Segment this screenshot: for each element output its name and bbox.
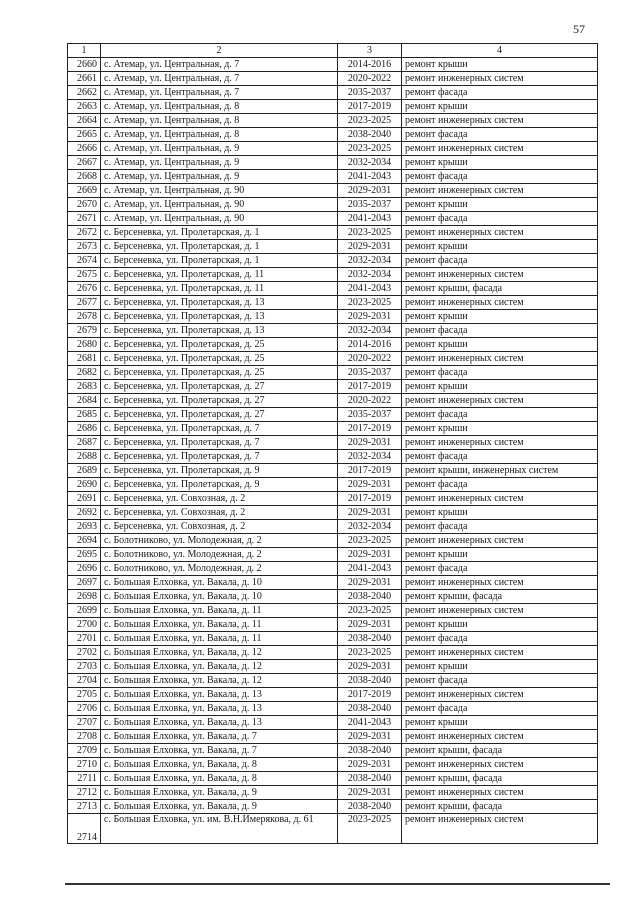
address-cell: с. Большая Елховка, ул. Вакала, д. 13: [101, 716, 338, 730]
address-cell: с. Большая Елховка, ул. Вакала, д. 9: [101, 786, 338, 800]
address-cell: с. Атемар, ул. Центральная, д. 7: [101, 86, 338, 100]
period-cell: 2020-2022: [338, 72, 402, 86]
address-cell: с. Берсеневка, ул. Пролетарская, д. 11: [101, 282, 338, 296]
work-type-cell: ремонт фасада: [402, 170, 598, 184]
row-number-cell: 2664: [68, 114, 101, 128]
table-row: [68, 464, 598, 478]
period-cell: 2029-2031: [338, 730, 402, 744]
table-row: [68, 744, 598, 758]
row-number-cell: 2689: [68, 464, 101, 478]
table-row: [68, 212, 598, 226]
period-cell: 2014-2016: [338, 338, 402, 352]
column-header-address: 2: [101, 44, 338, 58]
period-cell: 2041-2043: [338, 716, 402, 730]
table-row: [68, 506, 598, 520]
work-type-cell: ремонт крыши: [402, 100, 598, 114]
table-row: [68, 562, 598, 576]
address-cell: с. Большая Елховка, ул. Вакала, д. 11: [101, 618, 338, 632]
period-cell: 2020-2022: [338, 394, 402, 408]
row-number-cell: 2661: [68, 72, 101, 86]
table-row: [68, 156, 598, 170]
address-cell: с. Атемар, ул. Центральная, д. 90: [101, 184, 338, 198]
period-cell: 2017-2019: [338, 422, 402, 436]
work-type-cell: ремонт инженерных систем: [402, 576, 598, 590]
work-type-cell: ремонт фасада: [402, 86, 598, 100]
period-cell: 2017-2019: [338, 492, 402, 506]
row-number-cell: 2686: [68, 422, 101, 436]
work-type-cell: ремонт крыши: [402, 310, 598, 324]
table-row: [68, 716, 598, 730]
address-cell: с. Большая Елховка, ул. Вакала, д. 12: [101, 646, 338, 660]
row-number-cell: 2676: [68, 282, 101, 296]
period-cell: 2032-2034: [338, 450, 402, 464]
column-header-period: 3: [338, 44, 402, 58]
address-cell: с. Атемар, ул. Центральная, д. 90: [101, 198, 338, 212]
address-cell: с. Большая Елховка, ул. Вакала, д. 11: [101, 632, 338, 646]
period-cell: 2029-2031: [338, 576, 402, 590]
period-cell: 2029-2031: [338, 310, 402, 324]
row-number-cell: 2667: [68, 156, 101, 170]
table-row: [68, 240, 598, 254]
table-row: [68, 352, 598, 366]
repair-schedule-table: [67, 43, 598, 844]
period-cell: 2038-2040: [338, 744, 402, 758]
work-type-cell: ремонт крыши: [402, 156, 598, 170]
table-row: [68, 576, 598, 590]
work-type-cell: ремонт инженерных систем: [402, 604, 598, 618]
address-cell: с. Атемар, ул. Центральная, д. 7: [101, 72, 338, 86]
period-cell: 2023-2025: [338, 646, 402, 660]
work-type-cell: ремонт фасада: [402, 324, 598, 338]
period-cell: 2035-2037: [338, 366, 402, 380]
row-number-cell: 2697: [68, 576, 101, 590]
table-row: [68, 436, 598, 450]
row-number-cell: 2674: [68, 254, 101, 268]
row-number-cell: 2696: [68, 562, 101, 576]
period-cell: 2041-2043: [338, 562, 402, 576]
address-cell: с. Берсеневка, ул. Пролетарская, д. 27: [101, 408, 338, 422]
row-number-cell: 2703: [68, 660, 101, 674]
work-type-cell: ремонт крыши: [402, 198, 598, 212]
table-row: [68, 268, 598, 282]
row-number-cell: 2698: [68, 590, 101, 604]
work-type-cell: ремонт фасада: [402, 702, 598, 716]
address-cell: с. Берсеневка, ул. Совхозная, д. 2: [101, 506, 338, 520]
period-cell: 2035-2037: [338, 86, 402, 100]
row-number-cell: 2681: [68, 352, 101, 366]
address-cell: с. Атемар, ул. Центральная, д. 8: [101, 114, 338, 128]
address-cell: с. Берсеневка, ул. Пролетарская, д. 13: [101, 324, 338, 338]
work-type-cell: ремонт инженерных систем: [402, 268, 598, 282]
row-number-cell: 2712: [68, 786, 101, 800]
address-cell: с. Берсеневка, ул. Пролетарская, д. 27: [101, 380, 338, 394]
period-cell: 2017-2019: [338, 380, 402, 394]
period-cell: 2023-2025: [338, 226, 402, 240]
work-type-cell: ремонт фасада: [402, 562, 598, 576]
work-type-cell: ремонт крыши: [402, 716, 598, 730]
row-number-cell: 2682: [68, 366, 101, 380]
work-type-cell: ремонт фасада: [402, 632, 598, 646]
address-cell: с. Берсеневка, ул. Пролетарская, д. 25: [101, 366, 338, 380]
period-cell: 2038-2040: [338, 702, 402, 716]
row-number-cell: 2678: [68, 310, 101, 324]
address-cell: с. Берсеневка, ул. Совхозная, д. 2: [101, 520, 338, 534]
address-cell: с. Берсеневка, ул. Пролетарская, д. 13: [101, 310, 338, 324]
table-row: [68, 450, 598, 464]
row-number-cell: 2694: [68, 534, 101, 548]
period-cell: 2035-2037: [338, 408, 402, 422]
address-cell: с. Атемар, ул. Центральная, д. 8: [101, 128, 338, 142]
period-cell: 2041-2043: [338, 282, 402, 296]
work-type-cell: ремонт инженерных систем: [402, 730, 598, 744]
work-type-cell: ремонт инженерных систем: [402, 688, 598, 702]
period-cell: 2035-2037: [338, 198, 402, 212]
row-number-cell: 2710: [68, 758, 101, 772]
table-row: [68, 254, 598, 268]
table-row: [68, 604, 598, 618]
row-number-cell: 2685: [68, 408, 101, 422]
row-number-cell: 2687: [68, 436, 101, 450]
address-cell: с. Атемар, ул. Центральная, д. 9: [101, 170, 338, 184]
work-type-cell: ремонт инженерных систем: [402, 184, 598, 198]
period-cell: 2014-2016: [338, 58, 402, 72]
row-number-cell: 2666: [68, 142, 101, 156]
address-cell: с. Атемар, ул. Центральная, д. 9: [101, 156, 338, 170]
work-type-cell: ремонт фасада: [402, 212, 598, 226]
period-cell: 2038-2040: [338, 590, 402, 604]
table-row: [68, 282, 598, 296]
row-number-cell: 2683: [68, 380, 101, 394]
table-header-row: [68, 44, 598, 58]
row-number-cell: 2706: [68, 702, 101, 716]
period-cell: 2029-2031: [338, 478, 402, 492]
table-row: [68, 674, 598, 688]
table-row: [68, 814, 598, 844]
address-cell: с. Берсеневка, ул. Пролетарская, д. 25: [101, 352, 338, 366]
row-number-cell: 2679: [68, 324, 101, 338]
table-row: [68, 534, 598, 548]
column-header-work-type: 4: [402, 44, 598, 58]
row-number-cell: 2690: [68, 478, 101, 492]
address-cell: с. Большая Елховка, ул. им. В.Н.Имерякова, д. 61: [101, 814, 338, 844]
period-cell: 2041-2043: [338, 170, 402, 184]
row-number-cell: 2688: [68, 450, 101, 464]
address-cell: с. Атемар, ул. Центральная, д. 7: [101, 58, 338, 72]
address-cell: с. Атемар, ул. Центральная, д. 9: [101, 142, 338, 156]
address-cell: с. Берсеневка, ул. Пролетарская, д. 1: [101, 226, 338, 240]
table-row: [68, 380, 598, 394]
work-type-cell: ремонт инженерных систем: [402, 492, 598, 506]
table-row: [68, 590, 598, 604]
work-type-cell: ремонт инженерных систем: [402, 72, 598, 86]
work-type-cell: ремонт крыши: [402, 506, 598, 520]
row-number-cell: 2701: [68, 632, 101, 646]
period-cell: 2017-2019: [338, 464, 402, 478]
work-type-cell: ремонт инженерных систем: [402, 436, 598, 450]
address-cell: с. Большая Елховка, ул. Вакала, д. 8: [101, 758, 338, 772]
address-cell: с. Большая Елховка, ул. Вакала, д. 8: [101, 772, 338, 786]
table-row: [68, 72, 598, 86]
table-row: [68, 142, 598, 156]
row-number-cell: 2713: [68, 800, 101, 814]
work-type-cell: ремонт крыши, фасада: [402, 744, 598, 758]
table-row: [68, 408, 598, 422]
work-type-cell: ремонт инженерных систем: [402, 646, 598, 660]
work-type-cell: ремонт крыши: [402, 240, 598, 254]
work-type-cell: ремонт фасада: [402, 520, 598, 534]
address-cell: с. Болотниково, ул. Молодежная, д. 2: [101, 534, 338, 548]
table-row: [68, 338, 598, 352]
work-type-cell: ремонт фасада: [402, 478, 598, 492]
row-number-cell: 2671: [68, 212, 101, 226]
period-cell: 2032-2034: [338, 254, 402, 268]
work-type-cell: ремонт крыши, фасада: [402, 800, 598, 814]
table-row: [68, 100, 598, 114]
table-row: [68, 366, 598, 380]
address-cell: с. Большая Елховка, ул. Вакала, д. 9: [101, 800, 338, 814]
period-cell: 2029-2031: [338, 240, 402, 254]
address-cell: с. Берсеневка, ул. Пролетарская, д. 7: [101, 436, 338, 450]
address-cell: с. Берсеневка, ул. Пролетарская, д. 9: [101, 464, 338, 478]
row-number-cell: 2680: [68, 338, 101, 352]
period-cell: 2041-2043: [338, 212, 402, 226]
address-cell: с. Большая Елховка, ул. Вакала, д. 13: [101, 702, 338, 716]
table-row: [68, 184, 598, 198]
row-number-cell: 2695: [68, 548, 101, 562]
address-cell: с. Берсеневка, ул. Пролетарская, д. 11: [101, 268, 338, 282]
work-type-cell: ремонт крыши: [402, 660, 598, 674]
row-number-cell: 2662: [68, 86, 101, 100]
row-number-cell: 2714: [68, 814, 101, 844]
work-type-cell: ремонт инженерных систем: [402, 114, 598, 128]
row-number-cell: 2670: [68, 198, 101, 212]
address-cell: с. Атемар, ул. Центральная, д. 90: [101, 212, 338, 226]
row-number-cell: 2663: [68, 100, 101, 114]
period-cell: 2029-2031: [338, 786, 402, 800]
period-cell: 2029-2031: [338, 436, 402, 450]
table-row: [68, 478, 598, 492]
address-cell: с. Берсеневка, ул. Пролетарская, д. 1: [101, 240, 338, 254]
row-number-cell: 2705: [68, 688, 101, 702]
row-number-cell: 2702: [68, 646, 101, 660]
period-cell: 2023-2025: [338, 604, 402, 618]
address-cell: с. Берсеневка, ул. Совхозная, д. 2: [101, 492, 338, 506]
address-cell: с. Берсеневка, ул. Пролетарская, д. 7: [101, 450, 338, 464]
bottom-rule: [65, 883, 610, 885]
work-type-cell: ремонт фасада: [402, 450, 598, 464]
period-cell: 2023-2025: [338, 814, 402, 844]
table-row: [68, 618, 598, 632]
period-cell: 2023-2025: [338, 142, 402, 156]
work-type-cell: ремонт инженерных систем: [402, 296, 598, 310]
table-row: [68, 394, 598, 408]
work-type-cell: ремонт инженерных систем: [402, 226, 598, 240]
work-type-cell: ремонт инженерных систем: [402, 394, 598, 408]
column-header-number: 1: [68, 44, 101, 58]
page-number: 57: [573, 22, 585, 36]
table-row: [68, 128, 598, 142]
row-number-cell: 2669: [68, 184, 101, 198]
period-cell: 2029-2031: [338, 548, 402, 562]
table-row: [68, 422, 598, 436]
work-type-cell: ремонт фасада: [402, 254, 598, 268]
period-cell: 2038-2040: [338, 128, 402, 142]
period-cell: 2032-2034: [338, 324, 402, 338]
table-row: [68, 170, 598, 184]
period-cell: 2038-2040: [338, 800, 402, 814]
address-cell: с. Большая Елховка, ул. Вакала, д. 10: [101, 576, 338, 590]
table-row: [68, 86, 598, 100]
row-number-cell: 2709: [68, 744, 101, 758]
work-type-cell: ремонт крыши: [402, 548, 598, 562]
work-type-cell: ремонт крыши: [402, 58, 598, 72]
work-type-cell: ремонт крыши: [402, 380, 598, 394]
table-row: [68, 772, 598, 786]
table-row: [68, 702, 598, 716]
row-number-cell: 2684: [68, 394, 101, 408]
period-cell: 2029-2031: [338, 506, 402, 520]
period-cell: 2029-2031: [338, 758, 402, 772]
row-number-cell: 2711: [68, 772, 101, 786]
table-row: [68, 324, 598, 338]
table-row: [68, 198, 598, 212]
address-cell: с. Большая Елховка, ул. Вакала, д. 7: [101, 730, 338, 744]
address-cell: с. Болотниково, ул. Молодежная, д. 2: [101, 562, 338, 576]
address-cell: с. Берсеневка, ул. Пролетарская, д. 7: [101, 422, 338, 436]
table-row: [68, 632, 598, 646]
address-cell: с. Большая Елховка, ул. Вакала, д. 13: [101, 688, 338, 702]
period-cell: 2023-2025: [338, 114, 402, 128]
table-row: [68, 660, 598, 674]
row-number-cell: 2677: [68, 296, 101, 310]
table-body: [68, 58, 598, 844]
work-type-cell: ремонт инженерных систем: [402, 814, 598, 844]
work-type-cell: ремонт инженерных систем: [402, 142, 598, 156]
period-cell: 2029-2031: [338, 184, 402, 198]
table-row: [68, 646, 598, 660]
work-type-cell: ремонт фасада: [402, 408, 598, 422]
work-type-cell: ремонт инженерных систем: [402, 786, 598, 800]
address-cell: с. Берсеневка, ул. Пролетарская, д. 9: [101, 478, 338, 492]
work-type-cell: ремонт фасада: [402, 674, 598, 688]
address-cell: с. Болотниково, ул. Молодежная, д. 2: [101, 548, 338, 562]
table-row: [68, 492, 598, 506]
period-cell: 2038-2040: [338, 632, 402, 646]
period-cell: 2038-2040: [338, 674, 402, 688]
address-cell: с. Большая Елховка, ул. Вакала, д. 11: [101, 604, 338, 618]
row-number-cell: 2707: [68, 716, 101, 730]
table-row: [68, 800, 598, 814]
table-row: [68, 730, 598, 744]
row-number-cell: 2692: [68, 506, 101, 520]
table-row: [68, 758, 598, 772]
work-type-cell: ремонт крыши: [402, 338, 598, 352]
work-type-cell: ремонт крыши, фасада: [402, 282, 598, 296]
address-cell: с. Большая Елховка, ул. Вакала, д. 10: [101, 590, 338, 604]
row-number-cell: 2699: [68, 604, 101, 618]
row-number-cell: 2665: [68, 128, 101, 142]
row-number-cell: 2660: [68, 58, 101, 72]
work-type-cell: ремонт крыши, инженерных систем: [402, 464, 598, 478]
table-row: [68, 786, 598, 800]
table-row: [68, 310, 598, 324]
work-type-cell: ремонт инженерных систем: [402, 352, 598, 366]
work-type-cell: ремонт инженерных систем: [402, 758, 598, 772]
period-cell: 2032-2034: [338, 268, 402, 282]
address-cell: с. Большая Елховка, ул. Вакала, д. 7: [101, 744, 338, 758]
table-row: [68, 548, 598, 562]
row-number-cell: 2668: [68, 170, 101, 184]
period-cell: 2023-2025: [338, 296, 402, 310]
address-cell: с. Атемар, ул. Центральная, д. 8: [101, 100, 338, 114]
period-cell: 2017-2019: [338, 100, 402, 114]
row-number-cell: 2704: [68, 674, 101, 688]
address-cell: с. Большая Елховка, ул. Вакала, д. 12: [101, 660, 338, 674]
work-type-cell: ремонт инженерных систем: [402, 534, 598, 548]
row-number-cell: 2691: [68, 492, 101, 506]
work-type-cell: ремонт крыши: [402, 618, 598, 632]
address-cell: с. Берсеневка, ул. Пролетарская, д. 1: [101, 254, 338, 268]
period-cell: 2032-2034: [338, 156, 402, 170]
period-cell: 2029-2031: [338, 618, 402, 632]
address-cell: с. Берсеневка, ул. Пролетарская, д. 27: [101, 394, 338, 408]
period-cell: 2029-2031: [338, 660, 402, 674]
table-row: [68, 226, 598, 240]
work-type-cell: ремонт крыши, фасада: [402, 772, 598, 786]
address-cell: с. Берсеневка, ул. Пролетарская, д. 25: [101, 338, 338, 352]
period-cell: 2038-2040: [338, 772, 402, 786]
period-cell: 2020-2022: [338, 352, 402, 366]
table-row: [68, 688, 598, 702]
row-number-cell: 2672: [68, 226, 101, 240]
period-cell: 2017-2019: [338, 688, 402, 702]
work-type-cell: ремонт фасада: [402, 366, 598, 380]
row-number-cell: 2673: [68, 240, 101, 254]
work-type-cell: ремонт фасада: [402, 128, 598, 142]
row-number-cell: 2708: [68, 730, 101, 744]
row-number-cell: 2700: [68, 618, 101, 632]
work-type-cell: ремонт крыши: [402, 422, 598, 436]
table-row: [68, 520, 598, 534]
period-cell: 2023-2025: [338, 534, 402, 548]
row-number-cell: 2675: [68, 268, 101, 282]
table-row: [68, 296, 598, 310]
address-cell: с. Большая Елховка, ул. Вакала, д. 12: [101, 674, 338, 688]
address-cell: с. Берсеневка, ул. Пролетарская, д. 13: [101, 296, 338, 310]
row-number-cell: 2693: [68, 520, 101, 534]
table-row: [68, 58, 598, 72]
work-type-cell: ремонт крыши, фасада: [402, 590, 598, 604]
table-row: [68, 114, 598, 128]
period-cell: 2032-2034: [338, 520, 402, 534]
